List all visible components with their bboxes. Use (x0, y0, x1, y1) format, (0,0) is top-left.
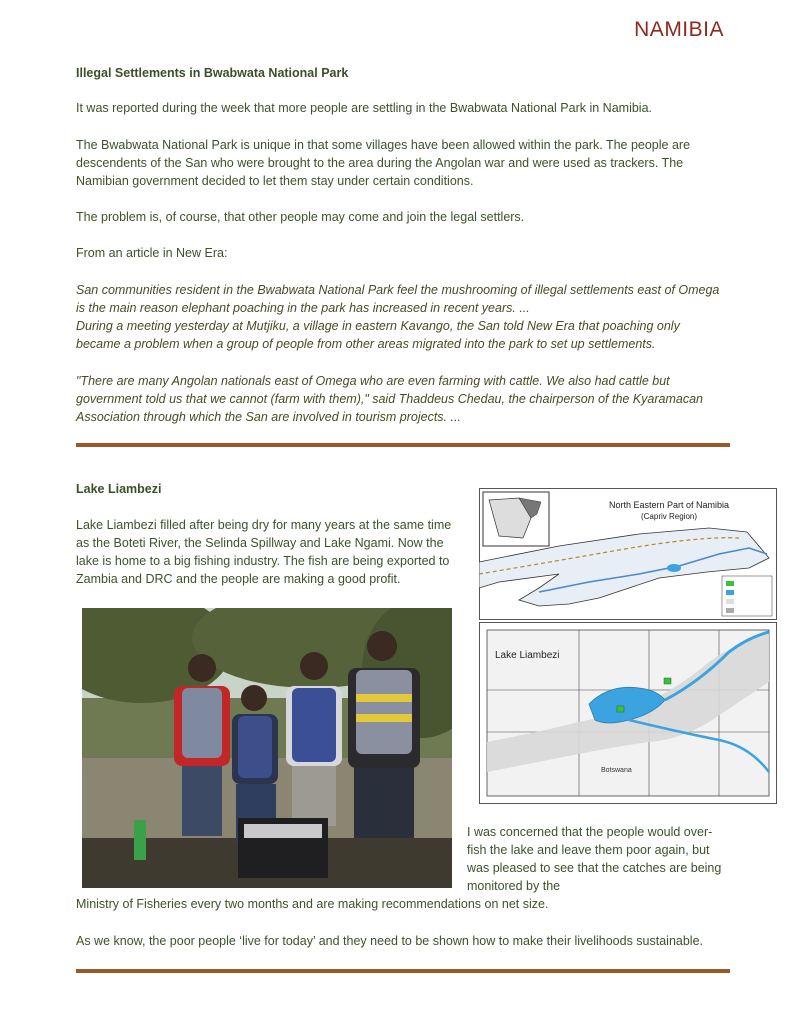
paragraph-source: From an article in New Era: (76, 246, 228, 260)
map-title: North Eastern Part of Namibia (608, 500, 730, 510)
map-subtitle: (Capriv Region) (640, 512, 698, 521)
caprivi-region-map (479, 488, 777, 620)
map-lake-label: Lake Liambezi (495, 650, 560, 661)
map-country-label: Botswana (601, 767, 632, 774)
country-heading: NAMIBIA (634, 18, 724, 41)
quote-paragraph-3: "There are many Angolan nationals east of Omega who are even farming with cattle. We also had cattle but government told us that we cannot (farm with them)," said Thaddeus Chedau, the chairperson of the Kyaramacan Association through which the San are involved in tourism projects. ... (76, 374, 703, 424)
fishermen-photo (82, 608, 452, 888)
section-title-lake: Lake Liambezi (76, 482, 162, 496)
quote-paragraph-1: San communities resident in the Bwabwata National Park feel the mushrooming of illegal settlements east of Omega is the main reason elephant poaching in the park has increased in recent years. ... (76, 283, 720, 315)
section-divider (76, 443, 730, 447)
paragraph-park-description: The Bwabwata National Park is unique in that some villages have been allowed within the park. The people are descendents of the San who were brought to the area during the Angolan war and were used as trackers. The Namibian government decided to let them stay under certain conditions. (76, 138, 691, 188)
quote-paragraph-2: During a meeting yesterday at Mutjiku, a village in eastern Kavango, the San told New Era that poaching only became a problem when a group of people from other areas migrated into the park to set up settlements. (76, 319, 680, 351)
paragraph-report: It was reported during the week that more people are settling in the Bwabwata National Park in Namibia. (76, 101, 653, 115)
paragraph-closing: As we know, the poor people ‘live for today’ and they need to be shown how to make their livelihoods sustainable. (76, 934, 704, 948)
paragraph-lake-intro: Lake Liambezi filled after being dry for many years at the same time as the Boteti River, the Selinda Spillway and Lake Ngami. Now the lake is home to a big fishing industry. The fish are being exported to Zambia and DRC and the people are making a good profit. (76, 518, 452, 586)
paragraph-problem: The problem is, of course, that other people may come and join the legal settlers. (76, 210, 525, 224)
paragraph-concern: I was concerned that the people would over-fish the lake and leave them poor again, but was pleased to see that the catches are being monitored by the (467, 825, 722, 893)
section-title-settlements: Illegal Settlements in Bwabwata National Park (76, 66, 349, 80)
paragraph-concern-continued: Ministry of Fisheries every two months and are making recommendations on net size. (76, 897, 549, 911)
section-divider-bottom (76, 969, 730, 973)
lake-liambezi-map (479, 622, 777, 804)
